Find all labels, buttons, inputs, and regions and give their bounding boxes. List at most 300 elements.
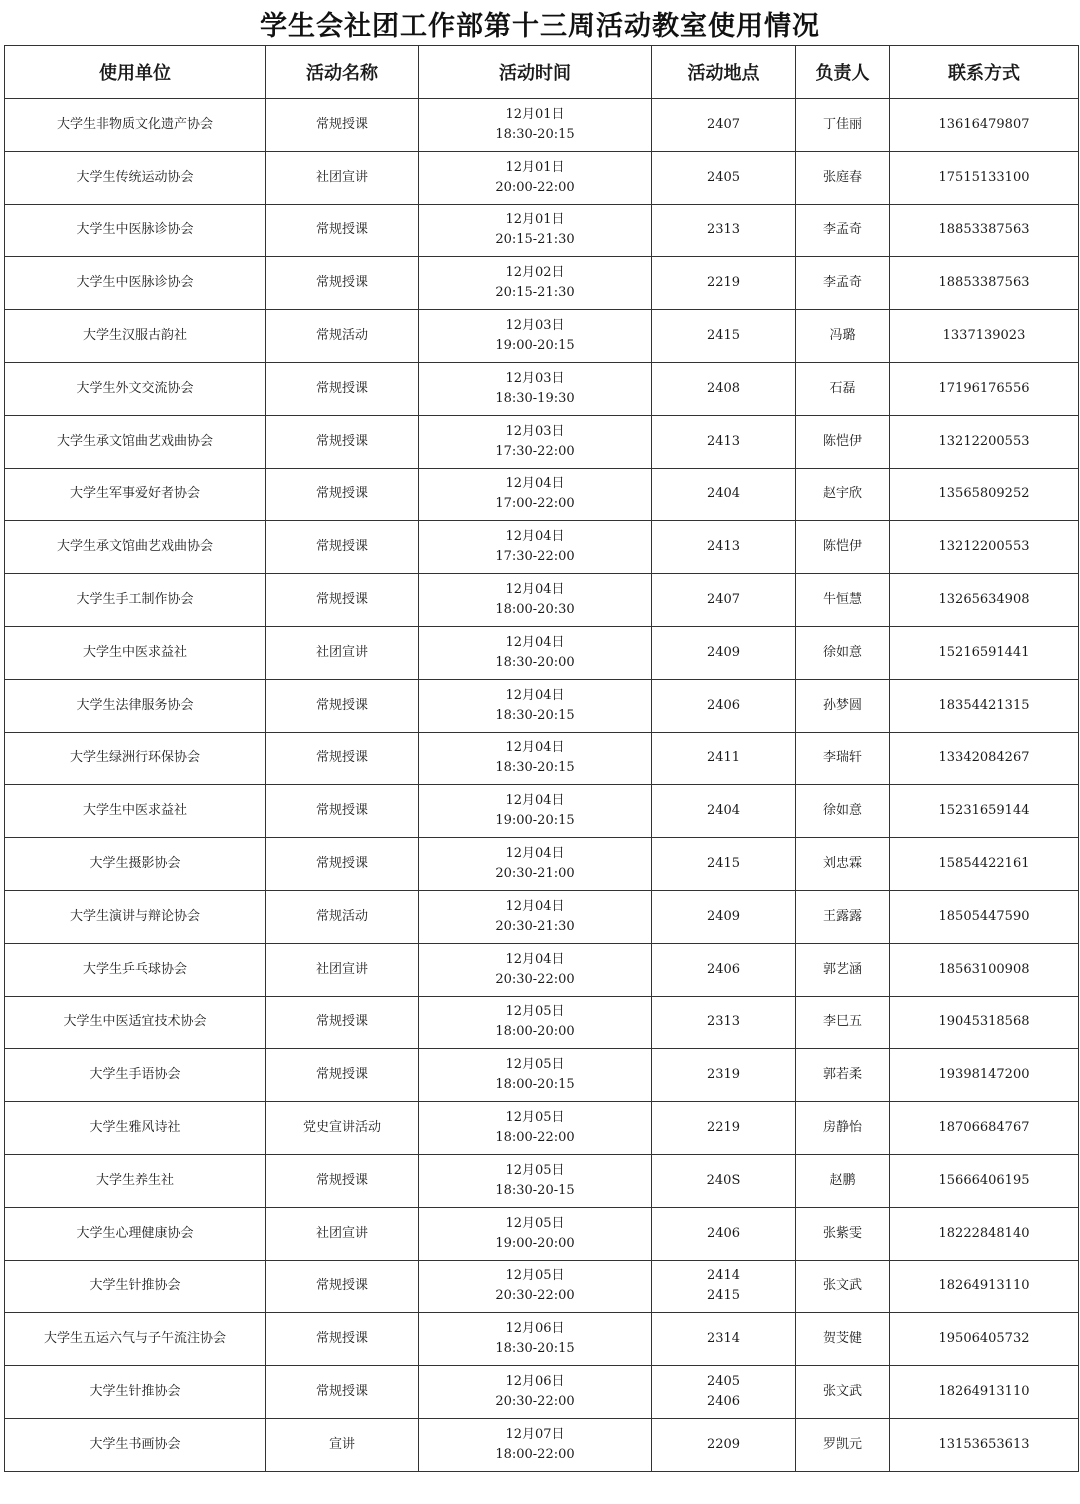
person-text: 赵鹏	[829, 1172, 856, 1188]
cell-location	[652, 732, 796, 785]
cell-contact	[890, 574, 1079, 627]
header-row	[5, 46, 1079, 99]
cell-location	[652, 785, 796, 838]
room-text: 2219	[706, 1120, 741, 1136]
cell-location	[652, 468, 796, 521]
activity-text: 宣讲	[328, 1436, 355, 1452]
cell-person	[796, 1154, 890, 1207]
cell-activity	[266, 943, 419, 996]
unit-text: 大学生中医求益社	[82, 644, 187, 660]
cell-activity	[266, 732, 419, 785]
table-row	[5, 943, 1079, 996]
cell-activity	[266, 1418, 419, 1471]
cell-person	[796, 1313, 890, 1366]
person-text: 张庭春	[822, 169, 862, 185]
cell-contact	[890, 204, 1079, 257]
date-text: 12月04日	[505, 582, 565, 598]
header-activity: 活动名称	[266, 46, 419, 99]
cell-location	[652, 838, 796, 891]
table-row	[5, 1366, 1079, 1419]
room-text: 2407	[706, 592, 741, 608]
person-text: 陈恺伊	[822, 433, 862, 449]
activity-text: 常规授课	[315, 222, 368, 238]
table-row	[5, 1102, 1079, 1155]
cell-person	[796, 204, 890, 257]
person-text: 牛恒慧	[822, 592, 862, 608]
cell-time	[419, 943, 652, 996]
cell-time	[419, 574, 652, 627]
unit-text: 大学生摄影协会	[89, 856, 181, 872]
date-text: 12月01日	[505, 159, 565, 175]
cell-contact	[890, 468, 1079, 521]
cell-unit	[5, 732, 266, 785]
cell-activity	[266, 679, 419, 732]
cell-time	[419, 1102, 652, 1155]
person-text: 李孟奇	[822, 222, 862, 238]
person-text: 房静怡	[822, 1120, 862, 1136]
table-row	[5, 1154, 1079, 1207]
time-range-text: 20:30-22:00	[495, 1288, 575, 1304]
date-text: 12月07日	[505, 1426, 565, 1442]
table-row	[5, 890, 1079, 943]
cell-activity	[266, 310, 419, 363]
date-text: 12月03日	[505, 423, 565, 439]
cell-location	[652, 1366, 796, 1419]
activity-text: 常规授课	[315, 275, 368, 291]
date-text: 12月04日	[505, 529, 565, 545]
room-text: 2409	[706, 908, 741, 924]
time-range-text: 18:00-20:15	[495, 1077, 575, 1093]
cell-unit	[5, 1102, 266, 1155]
cell-activity	[266, 996, 419, 1049]
phone-text: 18706684767	[938, 1120, 1030, 1136]
unit-text: 大学生心理健康协会	[76, 1225, 194, 1241]
table-row	[5, 468, 1079, 521]
date-text: 12月04日	[505, 740, 565, 756]
person-text: 罗凯元	[822, 1436, 862, 1452]
cell-person	[796, 1102, 890, 1155]
person-text: 丁佳丽	[822, 116, 862, 132]
table-row	[5, 415, 1079, 468]
cell-person	[796, 468, 890, 521]
unit-text: 大学生五运六气与子午流注协会	[43, 1331, 226, 1347]
cell-activity	[266, 1102, 419, 1155]
activity-text: 常规授课	[315, 1331, 368, 1347]
table-row	[5, 1313, 1079, 1366]
cell-location	[652, 310, 796, 363]
unit-text: 大学生中医适宜技术协会	[63, 1014, 207, 1030]
table-row	[5, 310, 1079, 363]
cell-unit	[5, 1260, 266, 1313]
cell-person	[796, 415, 890, 468]
cell-time	[419, 1154, 652, 1207]
cell-location	[652, 1207, 796, 1260]
cell-person	[796, 1049, 890, 1102]
cell-location	[652, 99, 796, 152]
time-range-text: 18:00-20:00	[495, 1024, 575, 1040]
cell-contact	[890, 1207, 1079, 1260]
date-text: 12月01日	[505, 212, 565, 228]
person-text: 徐如意	[822, 803, 862, 819]
cell-activity	[266, 574, 419, 627]
cell-time	[419, 1260, 652, 1313]
cell-time	[419, 785, 652, 838]
person-text: 王露露	[822, 908, 862, 924]
unit-text: 大学生书画协会	[89, 1436, 181, 1452]
cell-time	[419, 204, 652, 257]
cell-contact	[890, 1313, 1079, 1366]
activity-text: 常规授课	[315, 1384, 368, 1400]
cell-location	[652, 521, 796, 574]
unit-text: 大学生承文馆曲艺戏曲协会	[56, 539, 213, 555]
activity-text: 社团宣讲	[315, 169, 368, 185]
cell-unit	[5, 785, 266, 838]
unit-text: 大学生中医求益社	[82, 803, 187, 819]
cell-activity	[266, 1154, 419, 1207]
cell-contact	[890, 1366, 1079, 1419]
cell-activity	[266, 626, 419, 679]
cell-activity	[266, 204, 419, 257]
cell-person	[796, 151, 890, 204]
activity-text: 常规授课	[315, 433, 368, 449]
table-row	[5, 785, 1079, 838]
cell-person	[796, 99, 890, 152]
cell-location	[652, 1418, 796, 1471]
time-range-text: 18:30-19:30	[495, 390, 575, 406]
phone-text: 17196176556	[938, 380, 1030, 396]
cell-unit	[5, 1418, 266, 1471]
time-range-text: 18:30-20:15	[495, 126, 575, 142]
cell-activity	[266, 890, 419, 943]
cell-location	[652, 679, 796, 732]
cell-person	[796, 362, 890, 415]
unit-text: 大学生针推协会	[89, 1278, 181, 1294]
activity-text: 社团宣讲	[315, 644, 368, 660]
unit-text: 大学生针推协会	[89, 1384, 181, 1400]
phone-text: 19506405732	[938, 1331, 1030, 1347]
cell-location	[652, 1049, 796, 1102]
room-text: 2314	[706, 1331, 741, 1347]
cell-unit	[5, 943, 266, 996]
cell-unit	[5, 838, 266, 891]
cell-time	[419, 1049, 652, 1102]
cell-contact	[890, 838, 1079, 891]
room-text: 240S	[706, 1172, 741, 1188]
activity-text: 党史宣讲活动	[302, 1120, 381, 1136]
cell-location	[652, 996, 796, 1049]
person-text: 郭若柔	[822, 1067, 862, 1083]
date-text: 12月01日	[505, 106, 565, 122]
time-range-text: 20:15-21:30	[495, 285, 575, 301]
person-text: 石磊	[829, 380, 856, 396]
date-text: 12月03日	[505, 318, 565, 334]
cell-activity	[266, 1366, 419, 1419]
date-text: 12月04日	[505, 793, 565, 809]
activity-text: 常规授课	[315, 750, 368, 766]
cell-person	[796, 626, 890, 679]
time-range-text: 19:00-20:00	[495, 1235, 575, 1251]
cell-location	[652, 362, 796, 415]
activity-text: 常规授课	[315, 116, 368, 132]
table-row	[5, 626, 1079, 679]
table-header	[5, 46, 1079, 99]
cell-person	[796, 257, 890, 310]
unit-text: 大学生绿洲行环保协会	[69, 750, 200, 766]
phone-text: 13265634908	[938, 592, 1030, 608]
cell-contact	[890, 1102, 1079, 1155]
table-row	[5, 838, 1079, 891]
cell-location	[652, 574, 796, 627]
time-range-text: 18:30-20-15	[495, 1182, 575, 1198]
cell-unit	[5, 1207, 266, 1260]
table-row	[5, 574, 1079, 627]
activity-text: 社团宣讲	[315, 1225, 368, 1241]
room-text-2: 2406	[706, 1394, 741, 1410]
person-text: 张文武	[822, 1384, 862, 1400]
date-text: 12月05日	[505, 1057, 565, 1073]
cell-activity	[266, 1207, 419, 1260]
person-text: 徐如意	[822, 644, 862, 660]
cell-unit	[5, 521, 266, 574]
unit-text: 大学生手工制作协会	[76, 592, 194, 608]
cell-time	[419, 151, 652, 204]
cell-activity	[266, 415, 419, 468]
room-text: 2407	[706, 116, 741, 132]
time-range-text: 20:00-22:00	[495, 179, 575, 195]
cell-unit	[5, 151, 266, 204]
cell-time	[419, 838, 652, 891]
cell-location	[652, 1260, 796, 1313]
person-text: 赵宇欣	[822, 486, 862, 502]
cell-activity	[266, 785, 419, 838]
table-row	[5, 99, 1079, 152]
unit-text: 大学生非物质文化遗产协会	[56, 116, 213, 132]
cell-unit	[5, 1313, 266, 1366]
person-text: 李瑞轩	[822, 750, 862, 766]
cell-activity	[266, 468, 419, 521]
cell-contact	[890, 310, 1079, 363]
activity-text: 社团宣讲	[315, 961, 368, 977]
cell-unit	[5, 1154, 266, 1207]
person-text: 李巳五	[822, 1014, 862, 1030]
table-row	[5, 996, 1079, 1049]
cell-contact	[890, 521, 1079, 574]
time-range-text: 18:00-20:30	[495, 602, 575, 618]
time-range-text: 17:30-22:00	[495, 549, 575, 565]
room-text: 2413	[706, 433, 741, 449]
unit-text: 大学生乒乓球协会	[82, 961, 187, 977]
cell-time	[419, 468, 652, 521]
cell-location	[652, 1102, 796, 1155]
table-row	[5, 204, 1079, 257]
date-text: 12月04日	[505, 898, 565, 914]
room-text: 2413	[706, 539, 741, 555]
cell-activity	[266, 1260, 419, 1313]
person-text: 张紫雯	[822, 1225, 862, 1241]
activity-text: 常规授课	[315, 1172, 368, 1188]
time-range-text: 20:30-22:00	[495, 971, 575, 987]
room-text: 2219	[706, 275, 741, 291]
cell-time	[419, 626, 652, 679]
time-range-text: 20:30-21:30	[495, 918, 575, 934]
unit-text: 大学生雅风诗社	[89, 1120, 181, 1136]
room-text: 2405	[706, 169, 741, 185]
cell-activity	[266, 257, 419, 310]
phone-text: 1337139023	[942, 328, 1026, 344]
cell-contact	[890, 362, 1079, 415]
cell-person	[796, 679, 890, 732]
room-text: 2406	[706, 697, 741, 713]
time-range-text: 20:30-22:00	[495, 1394, 575, 1410]
cell-person	[796, 943, 890, 996]
cell-person	[796, 890, 890, 943]
header-location: 活动地点	[652, 46, 796, 99]
cell-contact	[890, 415, 1079, 468]
table-row	[5, 679, 1079, 732]
table-row	[5, 1049, 1079, 1102]
cell-unit	[5, 362, 266, 415]
page-title: 学生会社团工作部第十三周活动教室使用情况	[260, 11, 820, 42]
header-person: 负责人	[796, 46, 890, 99]
cell-activity	[266, 99, 419, 152]
cell-location	[652, 257, 796, 310]
cell-activity	[266, 838, 419, 891]
table-row	[5, 1418, 1079, 1471]
cell-person	[796, 1207, 890, 1260]
cell-person	[796, 996, 890, 1049]
cell-unit	[5, 996, 266, 1049]
cell-unit	[5, 415, 266, 468]
phone-text: 19045318568	[938, 1014, 1030, 1030]
unit-text: 大学生中医脉诊协会	[76, 222, 194, 238]
table-row	[5, 362, 1079, 415]
phone-text: 15231659144	[938, 803, 1030, 819]
person-text: 陈恺伊	[822, 539, 862, 555]
person-text: 孙梦圆	[822, 697, 862, 713]
cell-unit	[5, 574, 266, 627]
schedule-table	[4, 45, 1079, 1472]
room-text: 2404	[706, 486, 741, 502]
cell-person	[796, 838, 890, 891]
unit-text: 大学生承文馆曲艺戏曲协会	[56, 433, 213, 449]
person-text: 李孟奇	[822, 275, 862, 291]
room-text: 2313	[706, 222, 741, 238]
unit-text: 大学生外文交流协会	[76, 380, 194, 396]
cell-unit	[5, 468, 266, 521]
cell-contact	[890, 1049, 1079, 1102]
activity-text: 常规授课	[315, 486, 368, 502]
activity-text: 常规授课	[315, 1014, 368, 1030]
room-text: 2319	[706, 1067, 741, 1083]
cell-time	[419, 1313, 652, 1366]
cell-time	[419, 1366, 652, 1419]
room-text: 2404	[706, 803, 741, 819]
table-row	[5, 1260, 1079, 1313]
cell-person	[796, 1260, 890, 1313]
date-text: 12月03日	[505, 370, 565, 386]
cell-location	[652, 626, 796, 679]
unit-text: 大学生军事爱好者协会	[69, 486, 200, 502]
phone-text: 13342084267	[938, 750, 1030, 766]
cell-contact	[890, 151, 1079, 204]
cell-time	[419, 257, 652, 310]
activity-text: 常规活动	[315, 328, 368, 344]
time-range-text: 17:00-22:00	[495, 496, 575, 512]
cell-contact	[890, 626, 1079, 679]
date-text: 12月05日	[505, 1215, 565, 1231]
cell-unit	[5, 310, 266, 363]
cell-unit	[5, 1366, 266, 1419]
cell-location	[652, 943, 796, 996]
room-text: 2415	[706, 856, 741, 872]
cell-time	[419, 310, 652, 363]
time-range-text: 18:30-20:00	[495, 654, 575, 670]
date-text: 12月04日	[505, 951, 565, 967]
date-text: 12月05日	[505, 1162, 565, 1178]
room-text: 2411	[706, 750, 741, 766]
cell-person	[796, 732, 890, 785]
cell-unit	[5, 99, 266, 152]
cell-time	[419, 415, 652, 468]
cell-person	[796, 310, 890, 363]
phone-text: 13616479807	[938, 116, 1030, 132]
time-range-text: 20:15-21:30	[495, 232, 575, 248]
cell-time	[419, 1418, 652, 1471]
phone-text: 18264913110	[938, 1278, 1030, 1294]
unit-text: 大学生手语协会	[89, 1067, 181, 1083]
time-range-text: 18:30-20:15	[495, 1341, 575, 1357]
phone-text: 18222848140	[938, 1225, 1030, 1241]
room-text: 2415	[706, 328, 741, 344]
phone-text: 18853387563	[938, 275, 1030, 291]
cell-person	[796, 1366, 890, 1419]
cell-contact	[890, 679, 1079, 732]
phone-text: 15666406195	[938, 1172, 1030, 1188]
phone-text: 19398147200	[938, 1067, 1030, 1083]
cell-contact	[890, 732, 1079, 785]
cell-contact	[890, 1154, 1079, 1207]
table-row	[5, 521, 1079, 574]
cell-person	[796, 785, 890, 838]
unit-text: 大学生中医脉诊协会	[76, 275, 194, 291]
room-text: 2209	[706, 1436, 741, 1452]
header-unit: 使用单位	[5, 46, 266, 99]
cell-time	[419, 732, 652, 785]
activity-text: 常规授课	[315, 380, 368, 396]
cell-person	[796, 521, 890, 574]
cell-activity	[266, 151, 419, 204]
phone-text: 18264913110	[938, 1384, 1030, 1400]
cell-contact	[890, 943, 1079, 996]
room-text: 2406	[706, 961, 741, 977]
room-text: 2408	[706, 380, 741, 396]
unit-text: 大学生法律服务协会	[76, 697, 194, 713]
table-body	[5, 99, 1079, 1472]
cell-person	[796, 574, 890, 627]
phone-text: 13212200553	[938, 539, 1030, 555]
cell-contact	[890, 99, 1079, 152]
unit-text: 大学生养生社	[95, 1172, 174, 1188]
activity-text: 常规授课	[315, 592, 368, 608]
person-text: 刘忠霖	[822, 856, 862, 872]
person-text: 郭艺涵	[822, 961, 862, 977]
cell-time	[419, 890, 652, 943]
date-text: 12月04日	[505, 846, 565, 862]
cell-contact	[890, 890, 1079, 943]
table-row	[5, 1207, 1079, 1260]
activity-text: 常规授课	[315, 803, 368, 819]
cell-person	[796, 1418, 890, 1471]
